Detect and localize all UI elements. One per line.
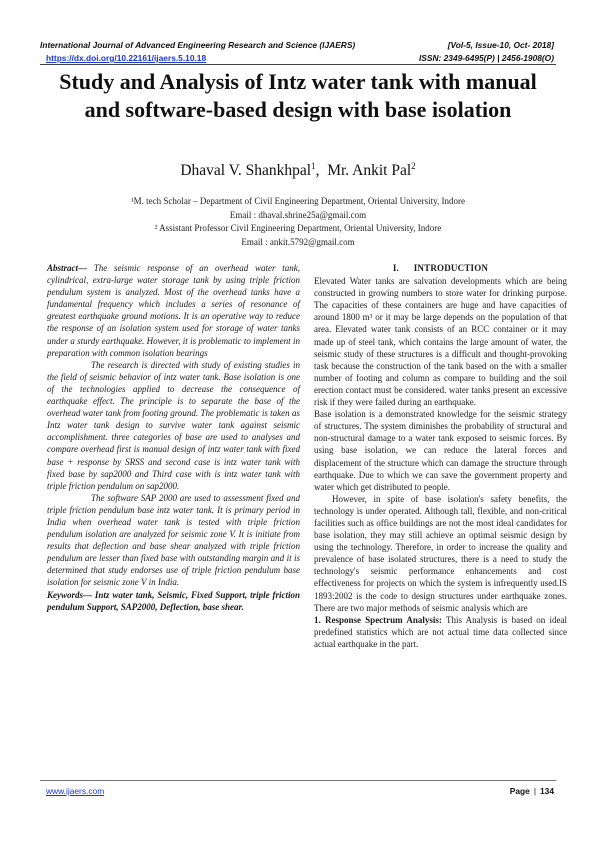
keywords-text: Intz water tank, Seismic, Fixed Support, triple friction pendulum Support, SAP2000, Deflection, base shear.	[47, 589, 300, 612]
page-number-value: 134	[540, 786, 554, 796]
keywords-label: Keywords—	[47, 589, 92, 600]
affiliation-1: ¹M. tech Scholar – Department of Civil Engineering Department, Oriental University, Indore	[130, 196, 466, 206]
method-text: This Analysis is based on ideal predefined statistics which are not actual time data collected since actual earthquake in the part.	[314, 614, 568, 649]
volume-info: [Vol-5, Issue-10, Oct- 2018]	[447, 40, 554, 50]
intro-paragraph: Base isolation is a demonstrated knowledge for the seismic strategy of structures. The system diminishes the probability of structural and non-structural damage to a water tank exposed to seismic forces. By using base isolation, we can reduce the lateral forces and displacement of the structure which can damage the structure through earthquake. Due to which we can save the government property and water which get distributed to people.	[314, 409, 567, 492]
keywords-paragraph	[47, 589, 300, 613]
intro-paragraph	[314, 614, 567, 650]
section-heading: I. INTRODUCTION	[392, 263, 489, 273]
abstract-paragraph	[47, 262, 300, 359]
affiliation-2-email: Email : ankit.5792@gmail.com	[241, 237, 355, 247]
page-label: Page	[509, 786, 530, 796]
author-name: Mr. Ankit Pal	[327, 162, 412, 180]
doi-link[interactable]: https://dx.doi.org/10.22161/ijaers.5.10.18	[46, 53, 207, 63]
author-separator: ,	[315, 162, 328, 180]
abstract-label: Abstract—	[47, 263, 88, 273]
website-link[interactable]: www.ijaers.com	[46, 786, 105, 796]
footer-divider	[40, 780, 556, 781]
abstract-paragraph: The research is directed with study of existing studies in the field of seismic behavior of intz water tank. Base isolation is one of the technologies applied to decrease the consequence of earthquake effect. The principle is to separate the base of the overhead water tank from footing ground. The problematic is taken as Intz water tank design to survive water tank against seismic accomplishment. three categories of base are used to analyses and compare overhead first is manual design of intz water tank with fixed base + response by SRSS and second case is intz water tank with fixed base by sap2000 and Third case with is intz water tank with triple friction pendulum on sap2000.	[47, 359, 300, 491]
method-label: 1. Response Spectrum Analysis:	[314, 614, 442, 625]
right-column	[314, 262, 567, 650]
page-separator: |	[533, 786, 537, 796]
paper-title: Study and Analysis of Intz water tank with manual and software-based design with base isolation	[59, 69, 537, 122]
author-affiliation-mark: 2	[411, 161, 416, 171]
intro-paragraph: Elevated Water tanks are salvation developments which are being constructed in growing numbers to store water for drinking purpose. The capacities of these containers are huge and have capacities of around 1800 m³ or it may be large depends on the population of that area. Elevated water tank consists of an RCC container or it may made up of steel tank, which contains the large amount of water, the seismic study of these structures is a difficult and thought-provoking task because the construction of the tank based on the with a smaller number of footing and column as compare to building and the soil erection contact must be considered. water tanks present an excessive risk if they were failed during an earthquake.	[314, 276, 567, 408]
header-divider	[40, 64, 556, 65]
journal-name: International Journal of Advanced Engineering Research and Science (IJAERS)	[40, 40, 356, 50]
author-line	[40, 161, 556, 180]
abstract-paragraph: The software SAP 2000 are used to assessment fixed and triple friction pendulum base intz water tank. It is primary period in India when overhead water tank is tested with triple friction pendulum isolation are analyzed for seismic zone V. It is initiate from results that deflection and base shear analyzed with triple friction pendulum are lesser than fixed base with outstanding margin and it is determined that study endorses use of triple friction pendulum base isolation for seismic zone V in India.	[47, 492, 300, 588]
abstract-text: The seismic response of an overhead water tank, cylindrical, extra-large water storage tank by using triple friction pendulum system is analyzed. Most of the overhead tanks have a fundamental frequency which includes a series of resonance of greatest earthquake ground motions. It is an operative way to reduce the response of an isolation system used for storage of water tanks under a sturdy earthquake. However, it is problematic to implement in preparation with common isolation bearings	[47, 263, 300, 358]
affiliation-2: ² Assistant Professor Civil Engineering Department, Oriental University, Indore	[154, 223, 442, 233]
author-affiliation-mark: 1	[311, 161, 316, 171]
left-column	[47, 262, 300, 613]
page-number	[510, 786, 554, 796]
intro-paragraph: However, in spite of base isolation's safety benefits, the technology is under operated. Although tall, flexible, and non-critical facilities such as office buildings are not the most ideal candidates for base isolation, they may still achieve an optimal seismic design by using the technology. Therefore, in order to increase the quality and prevalence of base isolated structures, there is a need to study the technology's seismic performance enhancements and cost effectiveness for projects on which the system is infrequently used.IS 1893:2002 is the code to design structures under earthquake zones. There are two major methods of seismic analysis which are	[314, 493, 567, 613]
issn-info: ISSN: 2349-6495(P) | 2456-1908(O)	[418, 53, 554, 63]
affiliation-1-email: Email : dhaval.shrine25a@gmail.com	[229, 210, 367, 220]
author-name: Dhaval V. Shankhpal	[180, 162, 312, 180]
